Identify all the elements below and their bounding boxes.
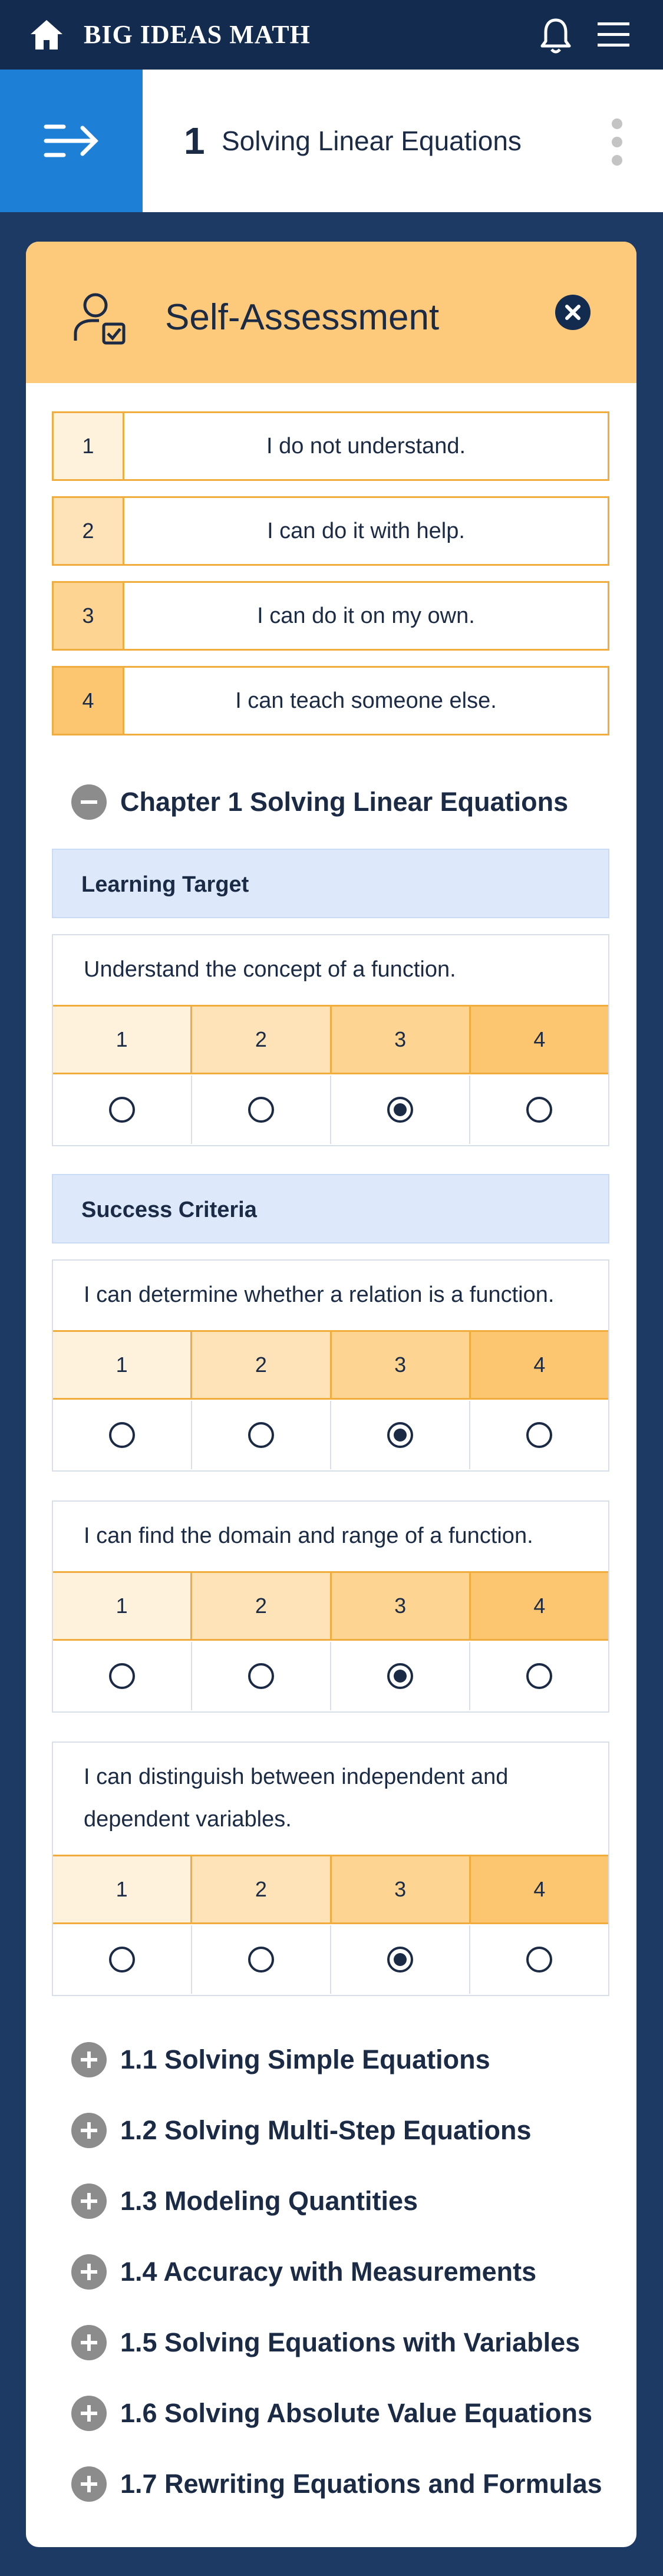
rating-cell <box>331 1076 470 1144</box>
close-icon[interactable] <box>554 293 592 331</box>
top-navigation-bar <box>0 0 663 70</box>
chapter-title: Solving Linear Equations <box>222 126 522 156</box>
rating-level-3: 3 <box>332 1573 471 1639</box>
rating-level-4: 4 <box>471 1332 608 1398</box>
scale-description: I can do it with help. <box>267 518 465 543</box>
scale-description: I can teach someone else. <box>235 688 497 713</box>
expand-icon[interactable] <box>71 2324 107 2361</box>
rating-level-2: 2 <box>192 1007 331 1073</box>
rating-level-3: 3 <box>332 1007 471 1073</box>
scale-level: 2 <box>54 498 124 564</box>
rating-level-4: 4 <box>471 1573 608 1639</box>
success-criterion-item <box>52 1500 609 1713</box>
rating-radio-4[interactable] <box>526 1097 552 1123</box>
rating-radio-1[interactable] <box>109 1663 135 1689</box>
rating-radio-2[interactable] <box>248 1947 274 1973</box>
rating-radio-group <box>53 1076 608 1144</box>
rating-radio-3[interactable] <box>387 1663 413 1689</box>
rating-cell <box>470 1925 608 1994</box>
scale-row <box>52 581 609 651</box>
rating-levels <box>53 1571 608 1641</box>
rating-radio-1[interactable] <box>109 1097 135 1123</box>
success-criterion-item <box>52 1259 609 1472</box>
rating-cell <box>53 1076 192 1144</box>
kebab-icon[interactable] <box>608 117 626 167</box>
rating-cell <box>53 1925 192 1994</box>
scale-level: 3 <box>54 583 124 649</box>
learning-target-text: Understand the concept of a function. <box>84 957 456 982</box>
rating-radio-1[interactable] <box>109 1422 135 1448</box>
rating-radio-4[interactable] <box>526 1422 552 1448</box>
rating-cell <box>470 1076 608 1144</box>
rating-level-1: 1 <box>53 1332 192 1398</box>
scale-row <box>52 411 609 481</box>
rating-radio-2[interactable] <box>248 1097 274 1123</box>
person-check-icon <box>71 289 130 348</box>
home-icon[interactable] <box>28 18 65 52</box>
rating-level-1: 1 <box>53 1573 192 1639</box>
rating-radio-3[interactable] <box>387 1097 413 1123</box>
learning-target-item <box>52 934 609 1146</box>
rating-level-2: 2 <box>192 1573 331 1639</box>
rating-cell <box>470 1642 608 1710</box>
rating-radio-2[interactable] <box>248 1663 274 1689</box>
rating-level-2: 2 <box>192 1332 331 1398</box>
expand-icon[interactable] <box>71 2183 107 2219</box>
card-header <box>26 242 636 383</box>
scale-description: I can do it on my own. <box>257 603 475 628</box>
expand-icon[interactable] <box>71 2041 107 2078</box>
section-title[interactable]: 1.1 Solving Simple Equations <box>120 2044 490 2074</box>
rating-cell <box>331 1642 470 1710</box>
scale-level: 1 <box>54 413 124 479</box>
arrow-expand-icon <box>0 70 143 212</box>
scale-level: 4 <box>54 668 124 734</box>
rating-radio-4[interactable] <box>526 1663 552 1689</box>
chapter-number: 1 <box>184 120 205 162</box>
rating-radio-group <box>53 1401 608 1469</box>
rating-cell <box>192 1076 331 1144</box>
card-title: Self-Assessment <box>165 297 440 338</box>
expand-icon[interactable] <box>71 2395 107 2432</box>
chapter-menu-toggle[interactable] <box>0 70 143 212</box>
expand-icon[interactable] <box>71 2254 107 2290</box>
criterion-text: I can distinguish between independent and dependent variables. <box>84 1764 509 1832</box>
rating-level-4: 4 <box>471 1007 608 1073</box>
bell-icon[interactable] <box>537 17 574 55</box>
rating-radio-group <box>53 1925 608 1994</box>
rating-radio-1[interactable] <box>109 1947 135 1973</box>
scale-row <box>52 496 609 566</box>
self-assessment-card <box>26 242 636 2547</box>
section-title[interactable]: 1.4 Accuracy with Measurements <box>120 2257 537 2287</box>
rating-radio-2[interactable] <box>248 1422 274 1448</box>
rating-level-4: 4 <box>471 1856 608 1922</box>
rating-radio-group <box>53 1642 608 1710</box>
section-title[interactable]: 1.3 Modeling Quantities <box>120 2186 418 2216</box>
section-title[interactable]: 1.6 Solving Absolute Value Equations <box>120 2398 592 2428</box>
expand-icon[interactable] <box>71 2466 107 2502</box>
rating-level-1: 1 <box>53 1007 192 1073</box>
rating-level-2: 2 <box>192 1856 331 1922</box>
scale-row <box>52 666 609 735</box>
rating-radio-4[interactable] <box>526 1947 552 1973</box>
success-criteria-header <box>52 1174 609 1244</box>
rating-cell <box>192 1401 331 1469</box>
rating-level-1: 1 <box>53 1856 192 1922</box>
rating-level-3: 3 <box>332 1856 471 1922</box>
brand-logo[interactable]: BIG IDEAS MATH <box>84 20 311 49</box>
rating-levels <box>53 1330 608 1400</box>
scale-description: I do not understand. <box>266 433 466 459</box>
hamburger-menu-icon[interactable] <box>595 21 632 48</box>
collapse-icon[interactable] <box>71 784 107 820</box>
section-title[interactable]: 1.2 Solving Multi-Step Equations <box>120 2115 532 2145</box>
rating-cell <box>192 1925 331 1994</box>
rating-levels <box>53 1855 608 1924</box>
rating-levels <box>53 1005 608 1074</box>
learning-target-label: Learning Target <box>81 872 249 897</box>
learning-target-header <box>52 849 609 918</box>
rating-radio-3[interactable] <box>387 1947 413 1973</box>
success-criteria-label: Success Criteria <box>81 1198 257 1222</box>
rating-radio-3[interactable] <box>387 1422 413 1448</box>
rating-cell <box>53 1401 192 1469</box>
chapter-bar <box>0 70 663 212</box>
rating-cell <box>192 1642 331 1710</box>
expand-icon[interactable] <box>71 2112 107 2149</box>
rating-cell <box>331 1925 470 1994</box>
chapter-section-title[interactable]: Chapter 1 Solving Linear Equations <box>120 787 569 817</box>
criterion-text: I can find the domain and range of a function. <box>84 1523 533 1548</box>
rating-cell <box>470 1401 608 1469</box>
section-title[interactable]: 1.7 Rewriting Equations and Formulas <box>120 2469 602 2499</box>
success-criterion-item <box>52 1741 609 1996</box>
rating-cell <box>331 1401 470 1469</box>
rating-cell <box>53 1642 192 1710</box>
section-title[interactable]: 1.5 Solving Equations with Variables <box>120 2327 580 2357</box>
criterion-text: I can determine whether a relation is a function. <box>84 1282 555 1307</box>
rating-level-3: 3 <box>332 1332 471 1398</box>
